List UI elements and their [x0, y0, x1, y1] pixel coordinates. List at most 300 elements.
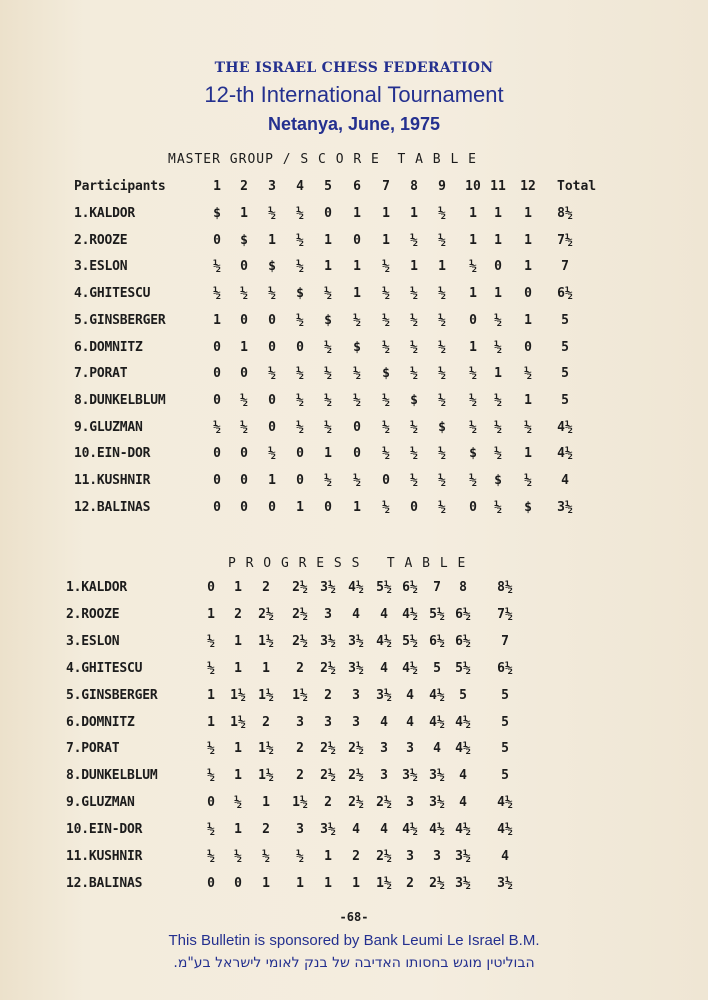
- progress-cell: 1: [207, 714, 215, 730]
- score-cell: 0: [494, 259, 502, 275]
- score-cell: ½: [324, 339, 332, 355]
- score-row: [0, 286, 708, 306]
- progress-cell: 2: [262, 822, 270, 838]
- score-cell: 1: [469, 232, 477, 248]
- score-cell: 0: [268, 392, 276, 408]
- progress-cell: 4: [380, 822, 388, 838]
- progress-cell: 6½: [497, 660, 513, 676]
- column-header: 4: [296, 179, 304, 194]
- score-cell: 0: [240, 499, 248, 515]
- score-cell: ½: [494, 312, 502, 328]
- score-cell: ½: [438, 446, 446, 462]
- score-cell: 1: [382, 206, 390, 221]
- score-cell: 0: [324, 206, 332, 221]
- progress-cell: 4½: [429, 822, 445, 838]
- progress-cell: 1½: [376, 875, 392, 891]
- score-cell: ½: [353, 366, 361, 382]
- score-cell: 1: [524, 312, 532, 328]
- progress-cell: 3½: [320, 580, 336, 595]
- progress-cell: 3½: [402, 768, 418, 784]
- progress-cell: 2½: [320, 660, 336, 676]
- score-cell: ½: [469, 366, 477, 382]
- score-cell: 1: [382, 232, 390, 248]
- progress-cell: 4½: [402, 606, 418, 622]
- progress-cell: 3: [352, 687, 360, 703]
- score-cell: 0: [268, 339, 276, 355]
- place-date: Netanya, June, 1975: [267, 114, 441, 134]
- progress-cell: 4: [352, 606, 360, 622]
- score-cell: ½: [268, 446, 276, 462]
- score-cell: $: [240, 232, 248, 248]
- score-cell: 0: [213, 339, 221, 355]
- score-cell: $: [324, 312, 332, 328]
- score-cell: ½: [268, 366, 276, 382]
- participant-name: 6.DOMNITZ: [66, 714, 135, 730]
- progress-cell: 2: [324, 795, 332, 811]
- participant-name: 8.DUNKELBLUM: [74, 392, 166, 408]
- total-cell: 5: [561, 312, 569, 328]
- progress-cell: 2: [296, 660, 304, 676]
- progress-cell: 3½: [320, 822, 336, 838]
- score-cell: $: [524, 499, 532, 515]
- progress-cell: 0: [207, 795, 215, 811]
- progress-cell: 1½: [230, 687, 246, 703]
- progress-cell: 2½: [376, 795, 392, 811]
- progress-row: [0, 795, 708, 815]
- score-row: [0, 393, 708, 413]
- score-cell: ½: [410, 232, 418, 248]
- progress-cell: 2½: [292, 633, 308, 649]
- progress-cell: ½: [207, 768, 215, 784]
- score-cell: $: [382, 366, 390, 382]
- score-row: [0, 446, 708, 466]
- progress-cell: 6½: [429, 633, 445, 649]
- score-cell: ½: [382, 286, 390, 302]
- progress-cell: 3: [296, 822, 304, 838]
- score-cell: 0: [524, 286, 532, 302]
- progress-cell: 2: [296, 768, 304, 784]
- score-row: [0, 206, 708, 226]
- total-cell: 5: [561, 392, 569, 408]
- score-cell: ½: [382, 339, 390, 355]
- score-cell: 1: [324, 446, 332, 462]
- progress-cell: 1: [296, 875, 304, 891]
- sponsor-note: This Bulletin is sponsored by Bank Leumi Le Israel B.M.: [168, 932, 540, 949]
- score-cell: ½: [438, 339, 446, 355]
- progress-cell: 2½: [376, 849, 392, 864]
- score-cell: ½: [353, 312, 361, 328]
- score-cell: 0: [240, 312, 248, 328]
- progress-row: [0, 822, 708, 842]
- score-cell: 1: [494, 366, 502, 382]
- progress-cell: 4½: [429, 687, 445, 703]
- progress-cell: 5: [501, 714, 509, 730]
- score-table-title: MASTER GROUP / S C O R E T A B L E: [168, 152, 477, 167]
- score-cell: 1: [410, 206, 418, 221]
- score-cell: 0: [353, 419, 361, 435]
- progress-cell: 3½: [348, 633, 364, 649]
- progress-cell: 1: [207, 687, 215, 703]
- score-cell: 1: [296, 499, 304, 515]
- progress-cell: 3½: [320, 633, 336, 649]
- column-header: 2: [240, 179, 248, 194]
- participant-name: 10.EIN-DOR: [66, 822, 143, 838]
- progress-cell: 2: [262, 714, 270, 730]
- score-row: [0, 500, 708, 520]
- progress-cell: 0: [234, 875, 242, 891]
- page-number: -68-: [339, 910, 369, 924]
- progress-cell: 1½: [258, 741, 274, 757]
- progress-row: [0, 634, 708, 654]
- progress-row: [0, 876, 708, 896]
- progress-cell: 4½: [402, 660, 418, 676]
- score-cell: ½: [410, 286, 418, 302]
- progress-cell: 1: [234, 633, 242, 649]
- participants-header: Participants: [74, 179, 166, 194]
- score-cell: 1: [213, 312, 221, 328]
- progress-cell: 6½: [455, 606, 471, 622]
- progress-cell: 8: [459, 580, 467, 595]
- progress-row: [0, 661, 708, 681]
- score-cell: ½: [494, 446, 502, 462]
- progress-row: [0, 741, 708, 761]
- score-cell: ½: [353, 392, 361, 408]
- score-cell: 0: [240, 366, 248, 382]
- progress-cell: 3: [433, 849, 441, 864]
- score-cell: 0: [469, 499, 477, 515]
- progress-cell: 6½: [455, 633, 471, 649]
- score-cell: 1: [524, 446, 532, 462]
- progress-cell: 3½: [455, 875, 471, 891]
- progress-cell: 1: [352, 875, 360, 891]
- progress-cell: 1: [262, 795, 270, 811]
- progress-cell: 4½: [455, 741, 471, 757]
- score-cell: ½: [213, 286, 221, 302]
- score-cell: ½: [324, 286, 332, 302]
- score-cell: ½: [296, 232, 304, 248]
- score-cell: ½: [382, 392, 390, 408]
- progress-cell: 4½: [455, 714, 471, 730]
- progress-cell: 4: [501, 849, 509, 864]
- progress-row: [0, 849, 708, 869]
- score-cell: 0: [469, 312, 477, 328]
- score-cell: ½: [324, 419, 332, 435]
- participant-name: 4.GHITESCU: [74, 286, 151, 302]
- score-cell: 0: [353, 446, 361, 462]
- score-row: [0, 340, 708, 360]
- score-cell: 1: [268, 473, 276, 488]
- score-cell: ½: [469, 392, 477, 408]
- score-cell: ½: [410, 366, 418, 382]
- score-cell: 1: [524, 232, 532, 248]
- progress-cell: 3: [406, 849, 414, 864]
- score-cell: ½: [382, 259, 390, 275]
- score-cell: ½: [268, 286, 276, 302]
- score-cell: $: [438, 419, 446, 435]
- total-cell: 5: [561, 366, 569, 382]
- progress-cell: 4½: [455, 822, 471, 838]
- progress-cell: 5: [501, 687, 509, 703]
- score-cell: ½: [296, 259, 304, 275]
- score-cell: 0: [213, 473, 221, 488]
- progress-cell: 5½: [455, 660, 471, 676]
- progress-cell: 4: [406, 714, 414, 730]
- score-row: [0, 420, 708, 440]
- score-cell: 0: [268, 499, 276, 515]
- participant-name: 2.ROOZE: [74, 232, 128, 248]
- score-cell: ½: [213, 419, 221, 435]
- progress-cell: 1: [234, 660, 242, 676]
- progress-row: [0, 768, 708, 788]
- score-cell: 0: [296, 339, 304, 355]
- progress-cell: ½: [234, 849, 242, 864]
- progress-cell: ½: [262, 849, 270, 864]
- score-cell: 1: [438, 259, 446, 275]
- progress-cell: 2½: [429, 875, 445, 891]
- column-header: 10: [465, 179, 481, 194]
- score-cell: 0: [213, 232, 221, 248]
- score-cell: 0: [240, 473, 248, 488]
- progress-cell: 2½: [320, 741, 336, 757]
- score-cell: ½: [213, 259, 221, 275]
- score-cell: ½: [382, 419, 390, 435]
- progress-cell: 5½: [402, 633, 418, 649]
- score-cell: ½: [296, 392, 304, 408]
- score-cell: ½: [296, 312, 304, 328]
- score-cell: ½: [268, 206, 276, 221]
- total-cell: 7: [561, 259, 569, 275]
- column-header: 3: [268, 179, 276, 194]
- progress-cell: 1: [234, 580, 242, 595]
- progress-cell: 1: [262, 660, 270, 676]
- score-cell: ½: [296, 366, 304, 382]
- score-cell: ½: [494, 499, 502, 515]
- score-cell: 1: [324, 232, 332, 248]
- participant-name: 12.BALINAS: [74, 499, 151, 515]
- total-cell: 3½: [557, 499, 573, 515]
- progress-cell: 4½: [348, 580, 364, 595]
- score-cell: 1: [469, 286, 477, 302]
- score-cell: ½: [438, 206, 446, 221]
- score-cell: $: [213, 206, 221, 221]
- score-cell: ½: [469, 473, 477, 488]
- score-cell: $: [268, 259, 276, 275]
- score-cell: 0: [213, 366, 221, 382]
- score-cell: 1: [324, 259, 332, 275]
- participant-name: 4.GHITESCU: [66, 660, 143, 676]
- total-header: Total: [557, 179, 597, 194]
- progress-cell: 4½: [497, 795, 513, 811]
- progress-cell: 2½: [258, 606, 274, 622]
- participant-name: 1.KALDOR: [66, 580, 128, 595]
- participant-name: 1.KALDOR: [74, 206, 136, 221]
- score-cell: $: [353, 339, 361, 355]
- participant-name: 9.GLUZMAN: [66, 795, 135, 811]
- progress-cell: 3: [406, 741, 414, 757]
- column-header: 8: [410, 179, 418, 194]
- progress-cell: 5: [501, 768, 509, 784]
- progress-cell: 7: [501, 633, 509, 649]
- progress-cell: ½: [207, 741, 215, 757]
- score-cell: ½: [438, 473, 446, 488]
- progress-cell: 3½: [497, 875, 513, 891]
- score-cell: 1: [268, 232, 276, 248]
- progress-cell: 7½: [497, 606, 513, 622]
- score-cell: $: [296, 286, 304, 302]
- score-cell: 0: [268, 312, 276, 328]
- score-cell: 1: [240, 339, 248, 355]
- participant-name: 10.EIN-DOR: [74, 446, 151, 462]
- column-header: 9: [438, 179, 446, 194]
- column-header: 6: [353, 179, 361, 194]
- score-row: [0, 259, 708, 279]
- sponsor-note-hebrew: הבוליטין מוגש בחסותו האדיבה של בנק לאומי לישראל בע"מ.: [173, 955, 535, 971]
- score-cell: ½: [240, 286, 248, 302]
- progress-cell: 5: [501, 741, 509, 757]
- progress-cell: 6½: [402, 580, 418, 595]
- progress-cell: 3: [380, 768, 388, 784]
- progress-cell: 2: [234, 606, 242, 622]
- progress-cell: 3½: [429, 795, 445, 811]
- progress-cell: 4: [406, 687, 414, 703]
- column-header: 11: [490, 179, 506, 194]
- progress-cell: 2½: [292, 606, 308, 622]
- participant-name: 11.KUSHNIR: [66, 849, 143, 864]
- progress-row: [0, 688, 708, 708]
- progress-cell: ½: [207, 849, 215, 864]
- participant-name: 11.KUSHNIR: [74, 473, 151, 488]
- participant-name: 2.ROOZE: [66, 606, 120, 622]
- participant-name: 9.GLUZMAN: [74, 419, 143, 435]
- progress-cell: 3: [324, 714, 332, 730]
- score-cell: ½: [438, 499, 446, 515]
- progress-cell: ½: [234, 795, 242, 811]
- progress-cell: 3: [352, 714, 360, 730]
- progress-cell: 1: [324, 849, 332, 864]
- progress-cell: 0: [207, 875, 215, 891]
- participant-name: 3.ESLON: [66, 633, 120, 649]
- participant-name: 5.GINSBERGER: [66, 687, 158, 703]
- score-cell: ½: [438, 392, 446, 408]
- score-cell: ½: [410, 339, 418, 355]
- score-cell: 1: [353, 259, 361, 275]
- score-cell: ½: [410, 446, 418, 462]
- progress-cell: 2½: [292, 580, 308, 595]
- score-cell: ½: [324, 392, 332, 408]
- score-cell: 0: [240, 446, 248, 462]
- progress-cell: 1: [234, 768, 242, 784]
- score-header-row: [0, 179, 708, 199]
- progress-cell: 3½: [376, 687, 392, 703]
- progress-cell: 3: [324, 606, 332, 622]
- progress-cell: 4½: [429, 714, 445, 730]
- progress-cell: ½: [207, 633, 215, 649]
- total-cell: 4½: [557, 419, 573, 435]
- total-cell: 4: [561, 473, 569, 488]
- progress-cell: 1½: [292, 687, 308, 703]
- progress-cell: 3: [406, 795, 414, 811]
- progress-cell: 5: [433, 660, 441, 676]
- column-header: 5: [324, 179, 332, 194]
- participant-name: 5.GINSBERGER: [74, 312, 166, 328]
- federation-title: THE ISRAEL CHESS FEDERATION: [214, 60, 494, 76]
- score-cell: 0: [296, 473, 304, 488]
- score-cell: 1: [353, 499, 361, 515]
- progress-cell: 1: [234, 822, 242, 838]
- progress-cell: 1: [324, 875, 332, 891]
- score-cell: 0: [213, 392, 221, 408]
- score-cell: 1: [494, 206, 502, 221]
- participant-name: 6.DOMNITZ: [74, 339, 143, 355]
- score-cell: 0: [524, 339, 532, 355]
- progress-cell: 4½: [376, 633, 392, 649]
- score-cell: 0: [382, 473, 390, 488]
- score-cell: ½: [240, 392, 248, 408]
- score-cell: ½: [469, 419, 477, 435]
- score-cell: ½: [353, 473, 361, 488]
- score-cell: 1: [469, 339, 477, 355]
- progress-row: [0, 580, 708, 600]
- score-cell: 0: [213, 499, 221, 515]
- score-cell: ½: [382, 446, 390, 462]
- column-header: 1: [213, 179, 221, 194]
- score-cell: ½: [494, 419, 502, 435]
- progress-cell: 3: [380, 741, 388, 757]
- total-cell: 4½: [557, 446, 573, 462]
- progress-cell: 4: [459, 795, 467, 811]
- score-cell: ½: [324, 366, 332, 382]
- score-cell: 0: [268, 419, 276, 435]
- score-cell: ½: [524, 473, 532, 488]
- score-cell: 1: [524, 206, 532, 221]
- total-cell: 6½: [557, 286, 573, 302]
- score-cell: $: [469, 446, 477, 462]
- score-cell: 0: [324, 499, 332, 515]
- progress-cell: 2: [352, 849, 360, 864]
- progress-cell: 5½: [429, 606, 445, 622]
- score-cell: ½: [410, 473, 418, 488]
- progress-cell: 2½: [320, 768, 336, 784]
- column-header: 12: [520, 179, 536, 194]
- progress-cell: ½: [296, 849, 304, 864]
- score-cell: $: [494, 473, 502, 488]
- progress-cell: 1: [234, 741, 242, 757]
- progress-cell: 1: [262, 875, 270, 891]
- score-cell: ½: [240, 419, 248, 435]
- score-cell: ½: [438, 286, 446, 302]
- progress-cell: 4: [352, 822, 360, 838]
- progress-cell: 2: [324, 687, 332, 703]
- score-cell: ½: [296, 206, 304, 221]
- score-cell: ½: [296, 419, 304, 435]
- score-cell: ½: [410, 419, 418, 435]
- tournament-title: 12-th International Tournament: [204, 82, 504, 107]
- score-cell: ½: [494, 392, 502, 408]
- score-row: [0, 473, 708, 493]
- participant-name: 8.DUNKELBLUM: [66, 768, 158, 784]
- progress-cell: 4: [380, 714, 388, 730]
- total-cell: 7½: [557, 232, 573, 248]
- score-cell: 1: [353, 206, 361, 221]
- progress-cell: 2: [406, 875, 414, 891]
- score-cell: ½: [324, 473, 332, 488]
- progress-table-title: P R O G R E S S T A B L E: [228, 556, 467, 571]
- progress-cell: 2½: [348, 741, 364, 757]
- total-cell: 8½: [557, 206, 573, 221]
- score-cell: ½: [524, 366, 532, 382]
- progress-cell: ½: [207, 660, 215, 676]
- score-cell: 1: [469, 206, 477, 221]
